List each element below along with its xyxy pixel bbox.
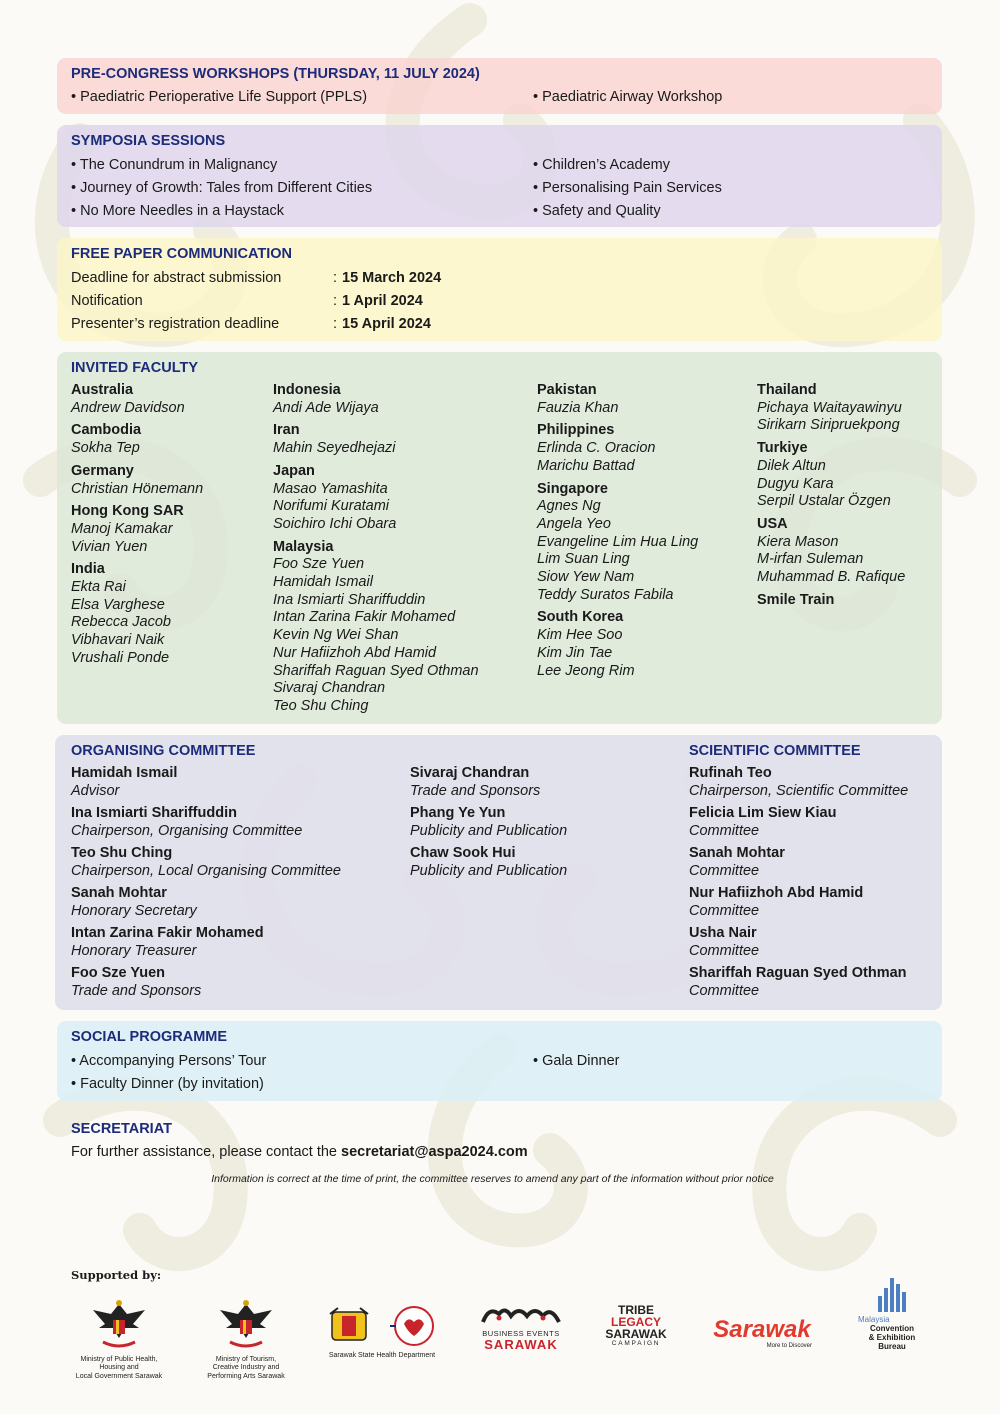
deadline-label: Deadline for abstract submission — [71, 270, 282, 286]
symposia-panel — [57, 125, 942, 227]
secretariat-text — [71, 1144, 528, 1160]
logo-text: Malaysia — [858, 1314, 890, 1324]
symposium-item: • No More Needles in a Haystack — [71, 203, 284, 219]
faculty-member: Shariffah Raguan Syed Othman — [273, 662, 479, 679]
deadline-separator: : — [333, 270, 338, 286]
logo-myceb — [852, 1274, 932, 1351]
symposium-item: • Personalising Pain Services — [533, 180, 722, 196]
logo-ministry-health — [70, 1298, 168, 1381]
faculty-member: Kim Jin Tae — [537, 644, 613, 661]
faculty-member: Kiera Mason — [757, 533, 839, 550]
faculty-member: Angela Yeo — [537, 515, 611, 532]
logo-text: CAMPAIGN — [611, 1340, 661, 1347]
invited-faculty-title: INVITED FACULTY — [71, 360, 199, 376]
committee-member-role: Trade and Sponsors — [71, 982, 202, 999]
faculty-member: Rebecca Jacob — [71, 614, 171, 631]
committee-member-name: Felicia Lim Siew Kiau — [689, 805, 837, 821]
faculty-member: Ekta Rai — [71, 579, 126, 596]
faculty-column — [757, 382, 905, 609]
faculty-member: M-irfan Suleman — [757, 551, 864, 568]
committee-member-name: Nur Hafiizhoh Abd Hamid — [689, 885, 864, 901]
faculty-member: Vrushali Ponde — [71, 649, 170, 666]
faculty-member: Christian Hönemann — [71, 480, 204, 497]
social-item: • Accompanying Persons’ Tour — [71, 1053, 267, 1069]
social-programme-panel — [57, 1021, 942, 1101]
committee-member-role: Committee — [689, 862, 760, 879]
faculty-member: Masao Yamashita — [273, 480, 388, 497]
logo-text: TRIBE — [618, 1303, 654, 1317]
logo-caption: Housing and — [99, 1364, 139, 1371]
faculty-country: Hong Kong SAR — [71, 503, 184, 520]
symposium-item: • Journey of Growth: Tales from Different Cities — [71, 180, 373, 196]
faculty-member: Elsa Varghese — [71, 596, 165, 613]
logo-health-department — [322, 1304, 442, 1360]
secretariat-title: SECRETARIAT — [71, 1121, 172, 1137]
faculty-member: Nur Hafiizhoh Abd Hamid — [273, 644, 437, 661]
committee-member-role: Advisor — [71, 782, 120, 799]
faculty-country: USA — [757, 515, 788, 532]
committee-member-name: Sanah Mohtar — [71, 885, 167, 901]
invited-faculty-panel — [57, 352, 942, 724]
committee-member-name: Sanah Mohtar — [689, 845, 785, 861]
symposium-item: • Children’s Academy — [533, 157, 670, 173]
faculty-member: Vivian Yuen — [71, 538, 148, 555]
logo-text: More to Discover — [766, 1343, 812, 1349]
notification-label: Notification — [71, 293, 143, 309]
faculty-country: Malaysia — [273, 538, 334, 555]
social-programme-title: SOCIAL PROGRAMME — [71, 1029, 228, 1045]
faculty-country: Thailand — [757, 382, 817, 398]
organising-column-2 — [410, 765, 567, 880]
committee-member-name: Teo Shu Ching — [71, 845, 173, 861]
faculty-member: Manoj Kamakar — [71, 520, 173, 537]
organising-column-1 — [71, 765, 341, 1000]
logo-caption: Local Government Sarawak — [75, 1372, 163, 1380]
committees-panel — [55, 735, 942, 1010]
faculty-member: Muhammad B. Rafique — [757, 569, 906, 586]
faculty-member: Teddy Suratos Fabila — [537, 586, 674, 603]
faculty-country: India — [71, 561, 105, 578]
logo-ministry-tourism — [196, 1298, 296, 1381]
registration-separator: : — [333, 316, 338, 332]
deadline-value: 15 March 2024 — [342, 270, 442, 286]
faculty-member: Soichiro Ichi Obara — [273, 515, 397, 532]
faculty-member: Hamidah Ismail — [273, 574, 373, 591]
faculty-member: Kim Hee Soo — [537, 627, 623, 644]
scientific-committee-title: SCIENTIFIC COMMITTEE — [689, 743, 861, 759]
logo-text: LEGACY — [610, 1315, 661, 1329]
logo-business-events-sarawak — [478, 1304, 564, 1351]
faculty-member: Ina Ismiarti Shariffuddin — [273, 591, 426, 608]
scientific-column — [689, 765, 908, 1000]
faculty-member: Lee Jeong Rim — [537, 662, 635, 679]
faculty-member: Serpil Ustalar Özgen — [757, 493, 891, 510]
committee-member-role: Committee — [689, 822, 760, 839]
committee-member-role: Publicity and Publication — [410, 822, 568, 839]
registration-label: Presenter’s registration deadline — [71, 316, 280, 332]
logo-text: & Exhibition — [868, 1332, 916, 1342]
faculty-country: Pakistan — [537, 382, 597, 398]
faculty-member: Sivaraj Chandran — [273, 680, 386, 697]
committee-member-name: Usha Nair — [689, 925, 757, 941]
free-paper-title: FREE PAPER COMMUNICATION — [71, 246, 292, 262]
faculty-member: Foo Sze Yuen — [273, 556, 365, 573]
committee-member-role: Honorary Secretary — [71, 902, 197, 919]
notification-value: 1 April 2024 — [342, 293, 423, 309]
faculty-country: Turkiye — [757, 440, 808, 457]
faculty-member: Fauzia Khan — [537, 399, 619, 416]
committee-member-role: Publicity and Publication — [410, 862, 568, 879]
skyline-bars-icon — [872, 1274, 912, 1312]
faculty-country: Indonesia — [273, 382, 341, 398]
faculty-country: Philippines — [537, 422, 615, 439]
logo-caption: Performing Arts Sarawak — [207, 1372, 285, 1380]
faculty-country: Australia — [71, 382, 134, 398]
faculty-country: Singapore — [537, 480, 608, 497]
committee-member-name: Sivaraj Chandran — [410, 765, 530, 781]
committee-member-name: Foo Sze Yuen — [71, 965, 166, 981]
sarawak-crest-icon — [216, 1298, 276, 1352]
faculty-member: Andrew Davidson — [71, 399, 185, 416]
committee-member-name: Intan Zarina Fakir Mohamed — [71, 925, 264, 941]
faculty-member: Lim Suan Ling — [537, 551, 630, 568]
committee-member-role: Committee — [689, 942, 760, 959]
social-item: • Gala Dinner — [533, 1053, 620, 1069]
logo-text: Bureau — [878, 1341, 906, 1351]
faculty-member: Pichaya Waitayawinyu — [757, 399, 902, 416]
committee-member-name: Shariffah Raguan Syed Othman — [689, 965, 907, 981]
faculty-member: Teo Shu Ching — [273, 697, 369, 714]
secretariat-email[interactable]: secretariat@aspa2024.com — [341, 1144, 528, 1160]
faculty-column — [71, 382, 203, 668]
faculty-country: Smile Train — [757, 591, 835, 608]
social-item: • Faculty Dinner (by invitation) — [71, 1076, 264, 1092]
logo-tribe-legacy — [598, 1304, 674, 1349]
free-paper-panel — [57, 238, 942, 341]
logo-sarawak-tourism — [706, 1318, 818, 1351]
faculty-member: Andi Ade Wijaya — [273, 399, 379, 416]
logo-caption: Sarawak State Health Department — [328, 1351, 436, 1359]
faculty-member: Agnes Ng — [537, 498, 601, 515]
faculty-member: Norifumi Kuratami — [273, 498, 390, 515]
symposia-title: SYMPOSIA SESSIONS — [71, 133, 226, 149]
faculty-country: South Korea — [537, 609, 624, 626]
committee-member-name: Hamidah Ismail — [71, 765, 178, 781]
faculty-column — [273, 382, 479, 716]
faculty-member: Intan Zarina Fakir Mohamed — [273, 609, 456, 626]
supported-by-title: Supported by: — [71, 1268, 162, 1282]
committee-member-role: Chairperson, Scientific Committee — [689, 782, 909, 799]
committee-member-name: Rufinah Teo — [689, 765, 772, 781]
faculty-member: Sokha Tep — [71, 440, 140, 457]
committee-member-role: Trade and Sponsors — [410, 782, 541, 799]
sarawak-crest-icon — [89, 1298, 149, 1352]
faculty-member: Evangeline Lim Hua Ling — [537, 533, 699, 550]
workshop-item: • Paediatric Perioperative Life Support (PPLS) — [71, 89, 368, 105]
registration-value: 15 April 2024 — [342, 316, 431, 332]
faculty-member: Marichu Battad — [537, 457, 635, 474]
hornbill-motif-icon — [479, 1304, 563, 1326]
committee-member-role: Committee — [689, 902, 760, 919]
secretariat-lead: For further assistance, please contact the — [71, 1144, 341, 1160]
faculty-member: Sirikarn Siripruekpong — [757, 417, 900, 434]
faculty-member: Kevin Ng Wei Shan — [273, 627, 399, 644]
logo-text: SARAWAK — [605, 1327, 667, 1341]
symposium-item: • Safety and Quality — [533, 203, 661, 219]
committee-member-name: Phang Ye Yun — [410, 805, 506, 821]
committee-member-name: Chaw Sook Hui — [410, 845, 516, 861]
workshop-item: • Paediatric Airway Workshop — [533, 89, 723, 105]
health-emblem-icon — [324, 1304, 440, 1348]
faculty-country: Cambodia — [71, 422, 142, 439]
committee-member-role: Chairperson, Local Organising Committee — [71, 862, 341, 879]
faculty-member: Mahin Seyedhejazi — [273, 440, 396, 457]
logo-text: Sarawak — [713, 1316, 811, 1343]
committee-member-role: Committee — [689, 982, 760, 999]
pre-congress-panel — [57, 58, 942, 114]
disclaimer-note: Information is correct at the time of print, the committee reserves to amend any part of the information without prior notice — [211, 1173, 774, 1185]
committee-member-role: Chairperson, Organising Committee — [71, 822, 303, 839]
organising-committee-title: ORGANISING COMMITTEE — [71, 743, 256, 759]
committee-member-name: Ina Ismiarti Shariffuddin — [71, 805, 237, 821]
committee-member-role: Honorary Treasurer — [71, 942, 197, 959]
faculty-member: Vibhavari Naik — [71, 632, 165, 649]
faculty-country: Iran — [273, 422, 300, 439]
faculty-member: Siow Yew Nam — [537, 569, 635, 586]
logo-text: SARAWAK — [484, 1337, 558, 1352]
notification-separator: : — [333, 293, 338, 309]
faculty-column — [537, 382, 698, 680]
faculty-member: Dugyu Kara — [757, 475, 834, 492]
symposium-item: • The Conundrum in Malignancy — [71, 157, 278, 173]
logo-text: BUSINESS EVENTS — [482, 1328, 560, 1338]
faculty-country: Germany — [71, 462, 134, 479]
faculty-country: Japan — [273, 462, 315, 479]
logo-caption: Ministry of Public Health, — [80, 1355, 158, 1363]
logo-caption: Creative Industry and — [212, 1364, 280, 1371]
logo-caption: Ministry of Tourism, — [215, 1355, 277, 1363]
logo-text: Convention — [870, 1323, 914, 1333]
faculty-member: Dilek Altun — [757, 457, 826, 474]
pre-congress-title: PRE-CONGRESS WORKSHOPS (THURSDAY, 11 JULY 2024) — [71, 66, 480, 82]
faculty-member: Erlinda C. Oracion — [537, 440, 656, 457]
